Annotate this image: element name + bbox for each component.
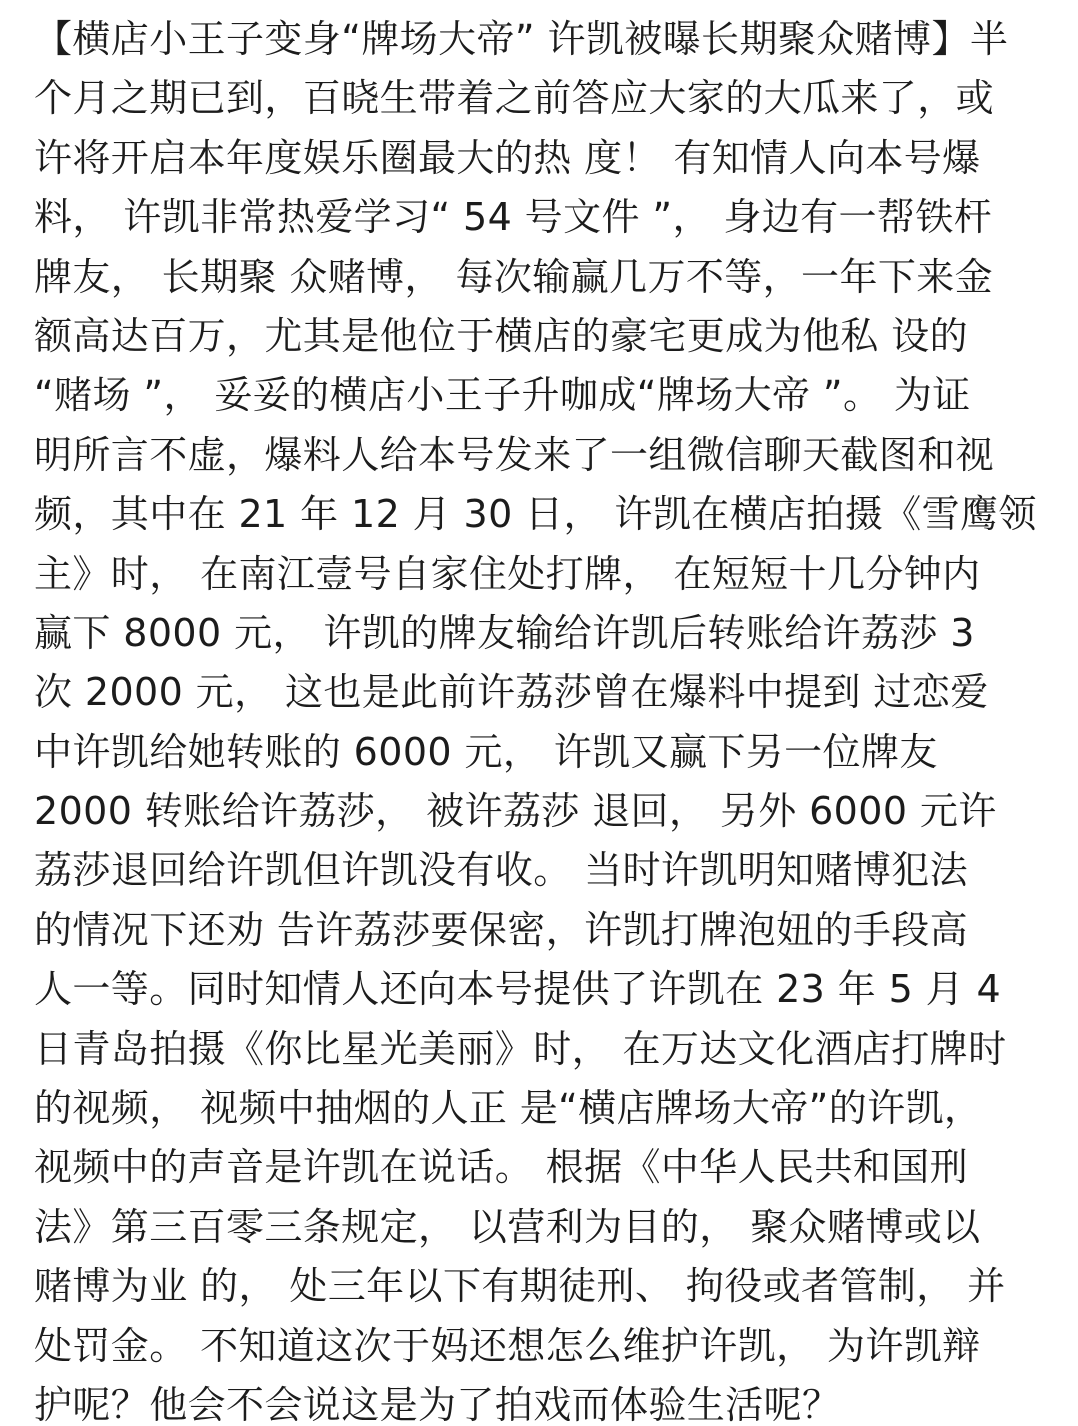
text-line: “赌场 ”， 妥妥的横店小王子升咖成“牌场大帝 ”。 为证	[34, 373, 971, 418]
text-line: 赢下 8000 元， 许凯的牌友输给许凯后转账给许荔莎 3	[34, 610, 975, 655]
text-line: 料， 许凯非常热爱学习“ 54 号文件 ”， 身边有一帮铁杆	[34, 195, 993, 240]
text-line: 次 2000 元， 这也是此前许荔莎曾在爆料中提到 过恋爱	[34, 670, 989, 715]
text-line: 处罚金。 不知道这次于妈还想怎么维护许凯， 为许凯辩	[34, 1323, 981, 1368]
text-line: 明所言不虚，爆料人给本号发来了一组微信聊天截图和视	[34, 432, 995, 477]
text-line: 日青岛拍摄《你比星光美丽》时， 在万达文化酒店打牌时	[34, 1026, 1007, 1071]
text-line: 额高达百万，尤其是他位于横店的豪宅更成为他私 设的	[34, 313, 969, 358]
text-line: 中许凯给她转账的 6000 元， 许凯又赢下另一位牌友	[34, 729, 938, 774]
text-line: 2000 转账给许荔莎， 被许荔莎 退回， 另外 6000 元许	[34, 789, 997, 834]
text-line: 主》时， 在南江壹号自家住处打牌， 在短短十几分钟内	[34, 551, 981, 596]
text-line: 个月之期已到，百晓生带着之前答应大家的大瓜来了，或	[34, 76, 995, 121]
text-line: 赌博为业 的， 处三年以下有期徒刑、 拘役或者管制， 并	[34, 1264, 1006, 1309]
text-line: 的情况下还劝 告许荔莎要保密，许凯打牌泡妞的手段高	[34, 907, 969, 952]
text-line: 的视频， 视频中抽烟的人正 是“横店牌场大帝”的许凯，	[34, 1086, 983, 1131]
text-line: 法》第三百零三条规定， 以营利为目的， 聚众赌博或以	[34, 1204, 981, 1249]
text-line: 荔莎退回给许凯但许凯没有收。 当时许凯明知赌博犯法	[34, 848, 969, 893]
text-line: 【横店小王子变身“牌场大帝” 许凯被曝长期聚众赌博】半	[34, 17, 1009, 61]
text-line: 许将开启本年度娱乐圈最大的热 度！ 有知情人向本号爆	[34, 135, 981, 180]
text-line: 频，其中在 21 年 12 月 30 日， 许凯在横店拍摄《雪鹰领	[34, 492, 1037, 537]
text-line: 牌友， 长期聚 众赌博， 每次输赢几万不等，一年下来金	[34, 254, 994, 299]
text-line: 人一等。同时知情人还向本号提供了许凯在 23 年 5 月 4	[34, 967, 1002, 1012]
text-line: 视频中的声音是许凯在说话。 根据《中华人民共和国刑	[34, 1145, 969, 1190]
text-line: 护呢？他会不会说这是为了拍戏而体验生活呢？	[34, 1382, 841, 1426]
